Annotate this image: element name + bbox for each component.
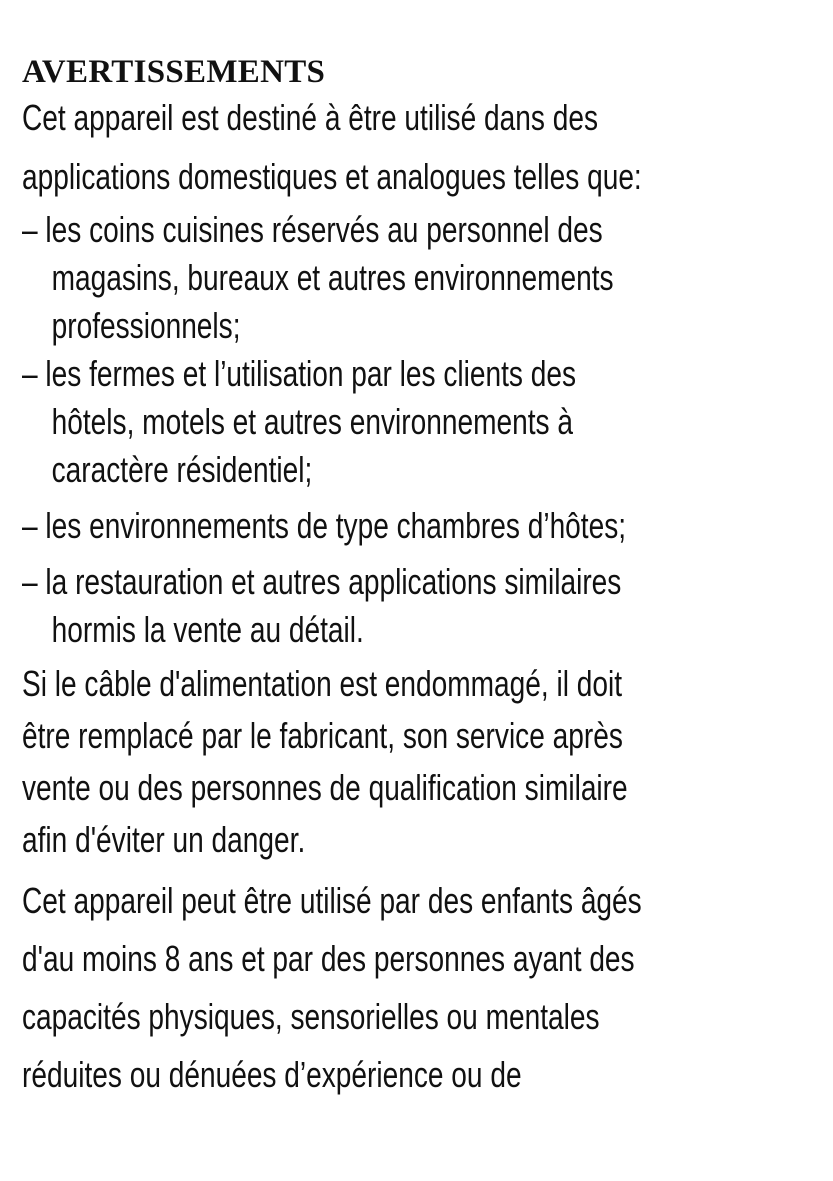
text-line: Cet appareil est destiné à être utilisé dans des <box>22 97 598 138</box>
list-item <box>22 206 822 350</box>
text-line: vente ou des personnes de qualification similaire <box>22 767 628 808</box>
text-line: être remplacé par le fabricant, son service après <box>22 715 623 756</box>
text-line: professionnels; <box>51 305 241 346</box>
warnings-heading: AVERTISSEMENTS <box>22 54 326 90</box>
document-page <box>22 52 822 1104</box>
text-line: magasins, bureaux et autres environnements <box>51 257 614 298</box>
list-item <box>22 558 822 654</box>
text-line: réduites ou dénuées d’expérience ou de <box>22 1054 522 1095</box>
text-line: capacités physiques, sensorielles ou mentales <box>22 996 600 1037</box>
text-line: afin d'éviter un danger. <box>22 819 306 860</box>
list-item <box>22 350 822 494</box>
intended-use-paragraph <box>22 88 822 206</box>
list-item <box>22 502 822 550</box>
text-line: – les coins cuisines réservés au personnel des <box>22 209 603 250</box>
text-line: d'au moins 8 ans et par des personnes ayant des <box>22 938 635 979</box>
usage-list <box>22 206 822 654</box>
text-line: applications domestiques et analogues telles que: <box>22 156 642 197</box>
children-usage-paragraph <box>22 872 822 1104</box>
text-line: – les environnements de type chambres d’hôtes; <box>22 505 627 546</box>
power-cable-paragraph <box>22 658 822 866</box>
text-line: hormis la vente au détail. <box>51 609 364 650</box>
text-line: hôtels, motels et autres environnements à <box>51 401 573 442</box>
text-line: Si le câble d'alimentation est endommagé, il doit <box>22 663 623 704</box>
text-line: Cet appareil peut être utilisé par des enfants âgés <box>22 880 642 921</box>
text-line: caractère résidentiel; <box>51 449 313 490</box>
text-line: – la restauration et autres applications similaires <box>22 561 622 602</box>
text-line: – les fermes et l’utilisation par les clients des <box>22 353 577 394</box>
